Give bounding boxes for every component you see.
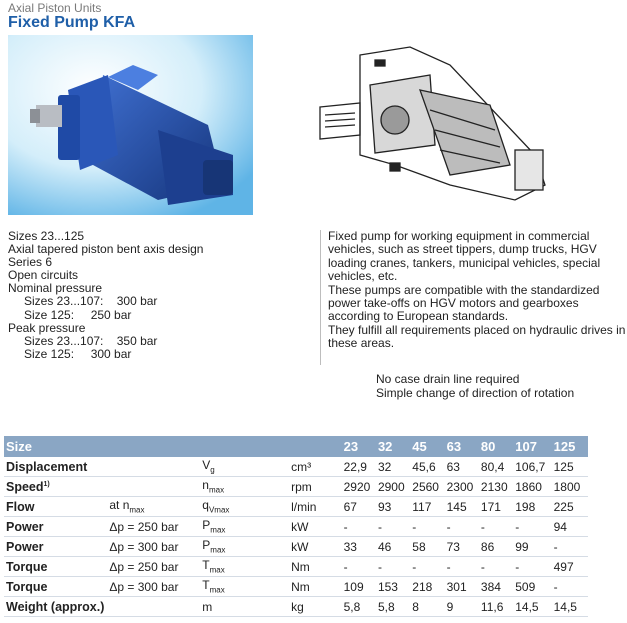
symbol-text: V bbox=[202, 458, 211, 473]
symbol-subscript: max bbox=[210, 525, 226, 535]
row-label bbox=[4, 577, 107, 597]
row-label-text: Torque bbox=[6, 579, 48, 594]
value-cell: 198 bbox=[513, 497, 551, 517]
symbol-subscript: Vmax bbox=[208, 505, 230, 515]
size-column-header: 23 bbox=[342, 436, 376, 457]
symbol-cell bbox=[200, 517, 289, 537]
row-label-text: Torque bbox=[6, 559, 48, 574]
table-row bbox=[4, 457, 588, 477]
note-item: No case drain line required bbox=[376, 372, 520, 386]
cutaway-drawing bbox=[300, 35, 560, 215]
symbol-cell bbox=[200, 477, 289, 497]
symbol-subscript: max bbox=[210, 545, 226, 555]
value-cell: 32 bbox=[376, 457, 410, 477]
value-cell: 145 bbox=[445, 497, 479, 517]
row-label-text: Power bbox=[6, 539, 44, 554]
value-cell: - bbox=[552, 537, 588, 557]
value-cell: 509 bbox=[513, 577, 551, 597]
unit-cell: kW bbox=[289, 517, 342, 537]
symbol-cell bbox=[200, 577, 289, 597]
value-cell: - bbox=[445, 517, 479, 537]
condition-text: Δp = 300 bar bbox=[109, 539, 179, 554]
value-cell: 86 bbox=[479, 537, 513, 557]
value-cell: - bbox=[342, 557, 376, 577]
spec-line: Size 125: 300 bar bbox=[24, 346, 132, 361]
value-cell: 9 bbox=[445, 597, 479, 617]
symbol-text: P bbox=[202, 538, 211, 553]
value-cell: 1860 bbox=[513, 477, 551, 497]
value-cell: 99 bbox=[513, 537, 551, 557]
section-subtitle: Axial Piston Units bbox=[8, 1, 102, 15]
row-label bbox=[4, 517, 107, 537]
unit-cell: Nm bbox=[289, 577, 342, 597]
value-cell: 301 bbox=[445, 577, 479, 597]
symbol-text: n bbox=[202, 478, 209, 493]
technical-data-table bbox=[4, 436, 588, 617]
value-cell: 5,8 bbox=[376, 597, 410, 617]
feature-notes bbox=[376, 372, 574, 400]
row-label bbox=[4, 457, 107, 477]
value-cell: 8 bbox=[410, 597, 444, 617]
spec-line: Peak pressure bbox=[8, 320, 86, 335]
row-label-text: Weight (approx.) bbox=[6, 599, 105, 614]
size-column-header: 107 bbox=[513, 436, 551, 457]
row-label-text: Power bbox=[6, 519, 44, 534]
value-cell: 5,8 bbox=[342, 597, 376, 617]
condition-subscript: max bbox=[129, 505, 145, 515]
value-cell: 14,5 bbox=[552, 597, 588, 617]
symbol-cell bbox=[200, 597, 289, 617]
condition-text: at n bbox=[109, 498, 130, 513]
symbol-cell bbox=[200, 457, 289, 477]
note-item: Simple change of direction of rotation bbox=[376, 386, 575, 400]
table-row bbox=[4, 577, 588, 597]
value-cell: 22,9 bbox=[342, 457, 376, 477]
value-cell: 171 bbox=[479, 497, 513, 517]
value-cell: - bbox=[513, 517, 551, 537]
spec-list bbox=[8, 230, 203, 361]
condition-cell bbox=[107, 557, 200, 577]
symbol-cell bbox=[200, 497, 289, 517]
value-cell: - bbox=[552, 577, 588, 597]
symbol-subscript: g bbox=[210, 465, 215, 475]
value-cell: - bbox=[342, 517, 376, 537]
value-cell: 2920 bbox=[342, 477, 376, 497]
table-header-row bbox=[4, 436, 588, 457]
symbol-text: T bbox=[202, 578, 210, 593]
value-cell: 14,5 bbox=[513, 597, 551, 617]
condition-cell bbox=[107, 537, 200, 557]
value-cell: 384 bbox=[479, 577, 513, 597]
value-cell: 11,6 bbox=[479, 597, 513, 617]
row-label bbox=[4, 557, 107, 577]
value-cell: 2560 bbox=[410, 477, 444, 497]
value-cell: 2900 bbox=[376, 477, 410, 497]
symbol-text: m bbox=[202, 599, 213, 614]
value-cell: - bbox=[445, 557, 479, 577]
value-cell: 218 bbox=[410, 577, 444, 597]
value-cell: 33 bbox=[342, 537, 376, 557]
symbol-subscript: max bbox=[209, 565, 225, 575]
description bbox=[320, 230, 627, 365]
value-cell: 2300 bbox=[445, 477, 479, 497]
table-row bbox=[4, 597, 588, 617]
value-cell: 46 bbox=[376, 537, 410, 557]
unit-cell: Nm bbox=[289, 557, 342, 577]
value-cell: 80,4 bbox=[479, 457, 513, 477]
spec-line: Open circuits bbox=[8, 268, 79, 283]
spec-line: Sizes 23...107: 300 bar bbox=[24, 294, 158, 309]
value-cell: 109 bbox=[342, 577, 376, 597]
value-cell: 73 bbox=[445, 537, 479, 557]
table-row bbox=[4, 517, 588, 537]
unit-cell: rpm bbox=[289, 477, 342, 497]
symbol-text: P bbox=[202, 518, 211, 533]
symbol-cell bbox=[200, 537, 289, 557]
value-cell: 225 bbox=[552, 497, 588, 517]
value-cell: 67 bbox=[342, 497, 376, 517]
size-column-header: 45 bbox=[410, 436, 444, 457]
row-label bbox=[4, 537, 107, 557]
description-paragraph: They fulfill all requirements placed on hydraulic drives in these areas. bbox=[328, 322, 626, 351]
row-label bbox=[4, 597, 107, 617]
row-label bbox=[4, 497, 107, 517]
table-row bbox=[4, 557, 588, 577]
value-cell: 63 bbox=[445, 457, 479, 477]
value-cell: 93 bbox=[376, 497, 410, 517]
unit-cell: cm³ bbox=[289, 457, 342, 477]
table-row bbox=[4, 497, 588, 517]
value-cell: - bbox=[410, 557, 444, 577]
value-cell: 45,6 bbox=[410, 457, 444, 477]
condition-cell bbox=[107, 497, 200, 517]
value-cell: - bbox=[376, 517, 410, 537]
page-title: Fixed Pump KFA bbox=[8, 14, 136, 31]
value-cell: - bbox=[376, 557, 410, 577]
condition-cell bbox=[107, 597, 200, 617]
value-cell: 117 bbox=[410, 497, 444, 517]
row-label-text: Speed bbox=[6, 479, 44, 494]
condition-text: Δp = 300 bar bbox=[109, 579, 179, 594]
footnote-marker: 1) bbox=[43, 480, 50, 488]
unit-cell: kW bbox=[289, 537, 342, 557]
condition-cell bbox=[107, 577, 200, 597]
spec-line: Series 6 bbox=[8, 255, 53, 270]
spec-line: Axial tapered piston bent axis design bbox=[8, 242, 204, 257]
value-cell: 106,7 bbox=[513, 457, 551, 477]
condition-text: Δp = 250 bar bbox=[109, 559, 179, 574]
value-cell: 94 bbox=[552, 517, 588, 537]
symbol-cell bbox=[200, 557, 289, 577]
unit-cell: l/min bbox=[289, 497, 342, 517]
value-cell: 125 bbox=[552, 457, 588, 477]
value-cell: 497 bbox=[552, 557, 588, 577]
value-cell: 58 bbox=[410, 537, 444, 557]
table-row bbox=[4, 537, 588, 557]
size-header: Size bbox=[4, 436, 107, 457]
row-label-text: Displacement bbox=[6, 459, 88, 474]
condition-cell bbox=[107, 477, 200, 497]
row-label-text: Flow bbox=[6, 499, 35, 514]
symbol-subscript: max bbox=[209, 585, 225, 595]
row-label bbox=[4, 477, 107, 497]
spec-line: Sizes 23...107: 350 bar bbox=[24, 333, 158, 348]
table-row bbox=[4, 477, 588, 497]
value-cell: 153 bbox=[376, 577, 410, 597]
size-column-header: 80 bbox=[479, 436, 513, 457]
symbol-text: T bbox=[202, 558, 210, 573]
condition-cell bbox=[107, 517, 200, 537]
value-cell: - bbox=[513, 557, 551, 577]
value-cell: - bbox=[410, 517, 444, 537]
spec-line: Size 125: 250 bar bbox=[24, 307, 132, 322]
symbol-text: q bbox=[202, 498, 209, 513]
condition-cell bbox=[107, 457, 200, 477]
size-column-header: 125 bbox=[552, 436, 588, 457]
unit-cell: kg bbox=[289, 597, 342, 617]
value-cell: - bbox=[479, 517, 513, 537]
value-cell: 2130 bbox=[479, 477, 513, 497]
spec-line: Sizes 23...125 bbox=[8, 229, 85, 243]
symbol-subscript: max bbox=[208, 485, 225, 495]
pump-photo bbox=[8, 35, 253, 215]
value-cell: 1800 bbox=[552, 477, 588, 497]
condition-text: Δp = 250 bar bbox=[109, 519, 179, 534]
spec-line: Nominal pressure bbox=[8, 281, 103, 296]
value-cell: - bbox=[479, 557, 513, 577]
size-column-header: 63 bbox=[445, 436, 479, 457]
size-column-header: 32 bbox=[376, 436, 410, 457]
description-paragraph: These pumps are compatible with the standardized power take-offs on HGV motors and gearboxes according to European standards. bbox=[328, 282, 600, 324]
description-paragraph: Fixed pump for working equipment in commercial vehicles, such as street tippers, dump trucks, HGV loading cranes, tankers, municipal vehicles, special vehicles, etc. bbox=[328, 229, 601, 284]
